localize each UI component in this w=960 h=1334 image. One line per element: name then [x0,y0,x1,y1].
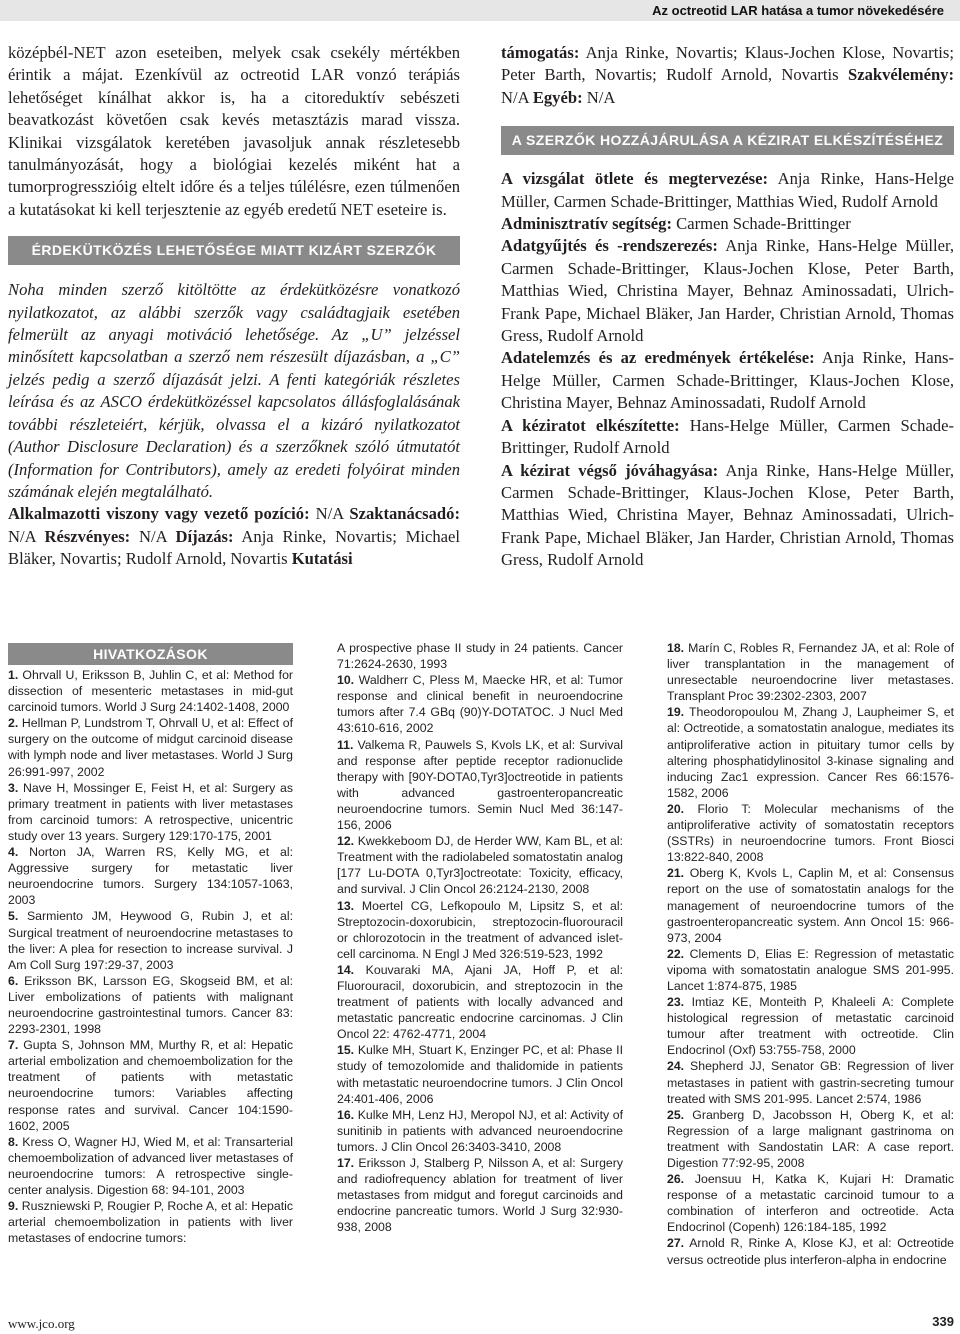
disclosure-label: Részvényes: [44,526,131,546]
reference-text: Kwekkeboom DJ, de Herder WW, Kam BL, et al: Treatment with the radiolabeled somatostatin analog [177 Lu-DOTA 0,Tyr3]octreotate: Toxicity, efficacy, and survival. J Clin Oncol 26:2124-2130, 2008 [337,834,623,897]
contribution-value: Anja Rinke, Hans-Helge Müller, Carmen Schade-Brittinger, Matthias Wied, Rudolf Arnold [501,169,954,211]
reference-item [8,908,293,972]
reference-number: 24. [667,1059,685,1074]
reference-text: Eriksson BK, Larsson EG, Skogseid BM, et al: Liver embolizations of patients with malignant neuroendocrine gastrointestinal tumors. Cancer 83: 2293-2301, 1998 [8,973,293,1037]
reference-text: Joensuu H, Katka K, Kujari H: Dramatic response of a metastatic carcinoid tumour to a combination of interferon and octreotide. Acta Endocrinol (Copenh) 126:184-185, 1992 [667,1172,954,1235]
reference-item [337,833,623,897]
reference-number: 8. [8,1134,19,1149]
coi-heading: ÉRDEKÜTKÖZÉS LEHETŐSÉGE MIATT KIZÁRT SZERZŐK [8,236,460,265]
reference-item [8,1134,293,1198]
reference-text: Shepherd JJ, Senator GB: Regression of liver metastases in patient with gastrin-secreting tumour treated with SMS 201-995. Lancet 2:574, 1986 [667,1059,954,1106]
reference-item [8,1037,293,1134]
journal-url: www.jco.org [8,1316,75,1331]
reference-text: Clements D, Elias E: Regression of metastatic vipoma with somatostatin analogue SMS 201-995. Lancet 1:874-875, 1985 [667,946,954,993]
reference-text: Valkema R, Pauwels S, Kvols LK, et al: Survival and response after peptide receptor radionuclide therapy with [90Y-DOTA0,Tyr3]octreotide in patients with advanced gastroenteropancreatic neuroendocrine tumors. Semin Nucl Med 36:147-156, 2006 [337,737,623,833]
reference-item [337,1042,623,1106]
reference-text: Kulke MH, Stuart K, Enzinger PC, et al: Phase II study of temozolomide and thalidomide in patients with metastatic neuroendocrine tumors. J Clin Oncol 24:401-406, 2006 [337,1043,623,1106]
reference-item [337,898,623,962]
reference-number: 6. [8,973,19,988]
references-column-1 [8,640,293,1246]
reference-text: Granberg D, Jacobsson H, Oberg K, et al: Regression of a large malignant gastrinoma on treatment with Sandostatin LAR: A case report. Digestion 77:92-95, 2008 [667,1107,954,1170]
contribution-value: Anja Rinke, Hans-Helge Müller, Carmen Schade-Brittinger, Klaus-Jochen Klose, Christina Mayer, Behnaz Aminossadati, Rudolf Arnold [501,348,954,413]
reference-item [667,640,954,704]
reference-number: 16. [337,1107,355,1122]
right-column [501,42,954,572]
reference-item [667,994,954,1058]
reference-text: Marín C, Robles R, Fernandez JA, et al: Role of liver transplantation in the management of unresectable neuroendocrine liver metastases. Transplant Proc 39:2302-2303, 2007 [667,641,954,704]
reference-text: Moertel CG, Lefkopoulo M, Lipsitz S, et al: Streptozocin-doxorubicin, streptozocin-fluorouracil or chlorozotocin in the treatment of advanced islet-cell carcinoma. N Engl J Med 326:519-523, 1992 [337,898,623,961]
contribution-label: A kézirat végső jóváhagyása: [501,460,719,480]
reference-text: A prospective phase II study in 24 patients. Cancer 71:2624-2630, 1993 [337,641,623,672]
reference-number: 7. [8,1038,19,1053]
reference-text: Kulke MH, Lenz HJ, Meropol NJ, et al: Activity of sunitinib in patients with advanced neuroendocrine tumors. J Clin Oncol 26:3403-3410, 2008 [337,1107,623,1154]
reference-number: 2. [8,716,19,731]
reference-item [667,1107,954,1171]
reference-text: Theodoropoulou M, Zhang J, Laupheimer S, et al: Octreotide, a somatostatin analogue, mediates its antiproliferative action in pituitary tumor cells by altering phosphatidylinositol 3-kinase signaling and inducing Zac1 expression. Cancer Res 66:1576-1582, 2006 [667,705,954,800]
disclosure-paragraph [8,503,460,570]
reference-item [667,865,954,945]
reference-number: 3. [8,780,19,795]
reference-text: Ruszniewski P, Rougier P, Roche A, et al: Hepatic arterial chemoembolization in patients with liver metastases of endocrine tumors: [8,1199,293,1246]
disclosure-label: Szakvélemény: [848,65,954,85]
reference-item [667,1171,954,1235]
reference-item [667,1058,954,1106]
contribution-item [501,235,954,347]
running-header [0,0,960,21]
disclosure-value: N/A [309,504,350,524]
reference-text: Imtiaz KE, Monteith P, Khaleeli A: Complete histological regression of metastatic carcinoid tumour after treatment with octreotide. Clin Endocrinol (Oxf) 53:755-758, 2000 [667,995,954,1058]
disclosure-value: N/A [582,87,616,107]
disclosure-value: N/A [501,87,533,107]
reference-text: Hellman P, Lundstrom T, Ohrvall U, et al: Effect of surgery on the outcome of midgut carcinoid disease with lymph node and liver metastases. World J Surg 26:991-997, 2002 [8,716,293,779]
disclosure-label: Alkalmazotti viszony vagy vezető pozíció: [8,504,310,524]
contribution-value: Hans-Helge Müller, Carmen Schade-Brittinger, Rudolf Arnold [501,415,954,458]
disclosure-label: Szaktanácsadó: [349,504,460,524]
reference-number: 4. [8,845,19,860]
disclosure-paragraph-continued [501,42,954,109]
reference-item [337,640,623,672]
references-column-2 [337,640,623,1235]
contribution-item [501,460,954,572]
reference-text: Nave H, Mossinger E, Feist H, et al: Surgery as primary treatment in patients with liver metastases from carcinoid tumors: A retrospective, unicentric study over 13 years. Surgery 129:170-175, 2001 [8,780,293,843]
conclusion-paragraph: középbél-NET azon eseteiben, melyek csak csekély mértékben érintik a májat. Ezenkívül az octreotid LAR vonzó terápiás lehetőséget kínálhat akkor is, ha a citoreduktív sebészeti beavatkozást követően csak kevés metasztázis marad vissza. Klinikai vizsgálatok keretében javasoljuk annak részletesebb tanulmányozását, hogy a biológiai kezelés miként hat a tumorprogresszióig eltelt időre és a teljes túlélésre, ezen túlmenően a kutatásokat ki kell terjesztenie az egyéb eredetű NET eseteire is. [8,43,460,219]
disclosure-label: Egyéb: [532,87,583,107]
reference-text: Ohrvall U, Eriksson B, Juhlin C, et al: Method for dissection of mesenteric metastases in mid-gut carcinoid tumors. World J Surg 24:1402-1408, 2000 [8,668,293,715]
reference-text: Oberg K, Kvols L, Caplin M, et al: Consensus report on the use of somatostatin analogs for the management of neuroendocrine tumors of the gastroenteropancreatic system. Ann Oncol 15: 966-973, 2004 [667,866,954,945]
reference-item [667,946,954,994]
reference-number: 15. [337,1043,355,1058]
disclosure-value: Anja Rinke, Novartis; Michael Bläker, Novartis; Rudolf Arnold, Novartis [8,526,460,569]
reference-item [8,780,293,844]
contribution-value: Anja Rinke, Hans-Helge Müller, Carmen Schade-Brittinger, Klaus-Jochen Klose, Peter Barth, Matthias Wied, Christina Mayer, Behnaz Aminossadati, Ulrich-Frank Pape, Michael Bläker, Jan Harder, Christian Arnold, Thomas Gress, Rudolf Arnold [501,236,954,346]
running-title: Az octreotid LAR hatása a tumor növekedésére [652,3,944,18]
reference-number: 23. [667,995,685,1010]
reference-text: Norton JA, Warren RS, Kelly MG, et al: Aggressive surgery for metastatic liver neuroendocrine tumors. Surgery 134:1057-1063, 2003 [8,845,293,908]
disclosure-value: N/A [130,526,176,546]
reference-item [667,704,954,801]
contributions-heading: A SZERZŐK HOZZÁJÁRULÁSA A KÉZIRAT ELKÉSZÍTÉSÉHEZ [501,126,954,155]
contribution-item [501,168,954,213]
disclosure-value: N/A [8,526,45,546]
coi-paragraph: Noha minden szerző kitöltötte az érdekütközésre vonatkozó nyilatkozatot, az alábbi szerzők vagy családtagjaik esetében felmerült az anyagi motiváció lehetősége. Az „U” jelzéssel minősített kapcsolatban a szerző nem részesült díjazásban, a „C” jelzés pedig a szerző díjazását jelzi. A fenti kategóriák részletes leírása és az ASCO érdekütközéssel kapcsolatos állásfoglalásának további részleteiért, kérjük, olvassa el a kizáró nyilatkozatot (Author Disclosure Declaration) és a szerzőknek szóló útmutatót (Information for Contributors), amely az eredeti folyóirat minden számának elején megtalálható. [8,280,460,501]
reference-number: 11. [337,737,354,752]
reference-number: 21. [667,866,685,881]
reference-text: Arnold R, Rinke A, Klose KJ, et al: Octreotide versus octreotide plus interferon-alpha in endocrine [667,1236,954,1267]
disclosure-value: Anja Rinke, Novartis; Klaus-Jochen Klose, Novartis; Peter Barth, Novartis; Rudolf Arnold, Novartis [501,43,954,85]
reference-number: 12. [337,834,355,849]
reference-item [337,962,623,1042]
left-column [8,42,460,571]
disclosure-label: Kutatási [291,549,353,569]
reference-number: 5. [8,909,19,924]
contribution-item [501,415,954,460]
reference-number: 17. [337,1156,355,1170]
reference-item [8,667,293,715]
reference-item [8,715,293,779]
contribution-value: Anja Rinke, Hans-Helge Müller, Carmen Schade-Brittinger, Klaus-Jochen Klose, Peter Barth, Matthias Wied, Christina Mayer, Behnaz Aminossadati, Ulrich-Frank Pape, Michael Bläker, Jan Harder, Christian Arnold, Thomas Gress, Rudolf Arnold [501,460,954,570]
reference-number: 27. [667,1236,685,1251]
page-number: 339 [932,1314,954,1329]
reference-text: Gupta S, Johnson MM, Murthy R, et al: Hepatic arterial embolization and chemoembolization for the treatment of patients with metastatic neuroendocrine tumors: Variables affecting response rates and survival. Cancer 104:1590-1602, 2005 [8,1038,293,1133]
reference-item [337,1107,623,1155]
contribution-label: A kéziratot elkészítette: [501,415,680,435]
reference-text: Kress O, Wagner HJ, Wied M, et al: Transarterial chemoembolization of advanced liver metastases of neuroendocrine tumors: A retrospective single-center analysis. Digestion 68: 94-101, 2003 [8,1134,293,1197]
reference-number: 1. [8,668,19,682]
reference-item [667,801,954,865]
reference-text: Sarmiento JM, Heywood G, Rubin J, et al: Surgical treatment of neuroendocrine metastases to the liver: A plea for resection to increase survival. J Am Coll Surg 197:29-37, 2003 [8,909,293,972]
contribution-item [501,347,954,414]
reference-item [337,737,623,834]
reference-number: 10. [337,673,355,688]
reference-text: Kouvaraki MA, Ajani JA, Hoff P, et al: Fluorouracil, doxorubicin, and streptozocin in the treatment of patients with locally advanced and metastatic pancreatic endocrine carcinomas. J Clin Oncol 22: 4762-4771, 2004 [337,962,623,1042]
contribution-label: Adminisztratív segítség: [501,214,672,234]
contribution-label: Adatelemzés és az eredmények értékelése: [501,348,815,368]
reference-item [8,844,293,908]
reference-number: 18. [667,641,685,655]
reference-text: Eriksson J, Stalberg P, Nilsson A, et al: Surgery and radiofrequency ablation for treatment of liver metastases from midgut and foregut carcinoids and endocrine pancreatic tumors. World J Surg 32:930-938, 2008 [337,1156,623,1235]
reference-number: 14. [337,962,355,977]
contribution-label: Adatgyűjtés és -rendszerezés: [501,236,718,256]
references-heading: HIVATKOZÁSOK [8,643,293,665]
reference-number: 19. [667,705,685,720]
reference-item [8,1198,293,1246]
reference-number: 26. [667,1172,685,1187]
disclosure-label: Díjazás: [175,526,234,546]
contribution-item [501,213,954,235]
reference-text: Florio T: Molecular mechanisms of the antiproliferative activity of somatostatin receptors (SSTRs) in neuroendocrine tumors. Front Biosci 13:822-840, 2008 [667,801,954,865]
reference-text: Waldherr C, Pless M, Maecke HR, et al: Tumor response and clinical benefit in neuroendocrine tumors after 7.4 GBq (90)Y-DOTATOC. J Nucl Med 43:610-616, 2002 [337,673,623,736]
references-column-3 [667,640,954,1268]
disclosure-label: támogatás: [501,43,580,62]
reference-number: 20. [667,801,685,816]
reference-number: 22. [667,946,685,961]
contribution-label: A vizsgálat ötlete és megtervezése: [501,169,768,189]
reference-item [337,672,623,736]
reference-item [667,1235,954,1267]
reference-item [8,973,293,1037]
reference-number: 9. [8,1199,19,1214]
contribution-value: Carmen Schade-Brittinger [671,214,851,234]
reference-number: 25. [667,1107,685,1122]
reference-number: 13. [337,898,355,913]
reference-item [337,1155,623,1235]
